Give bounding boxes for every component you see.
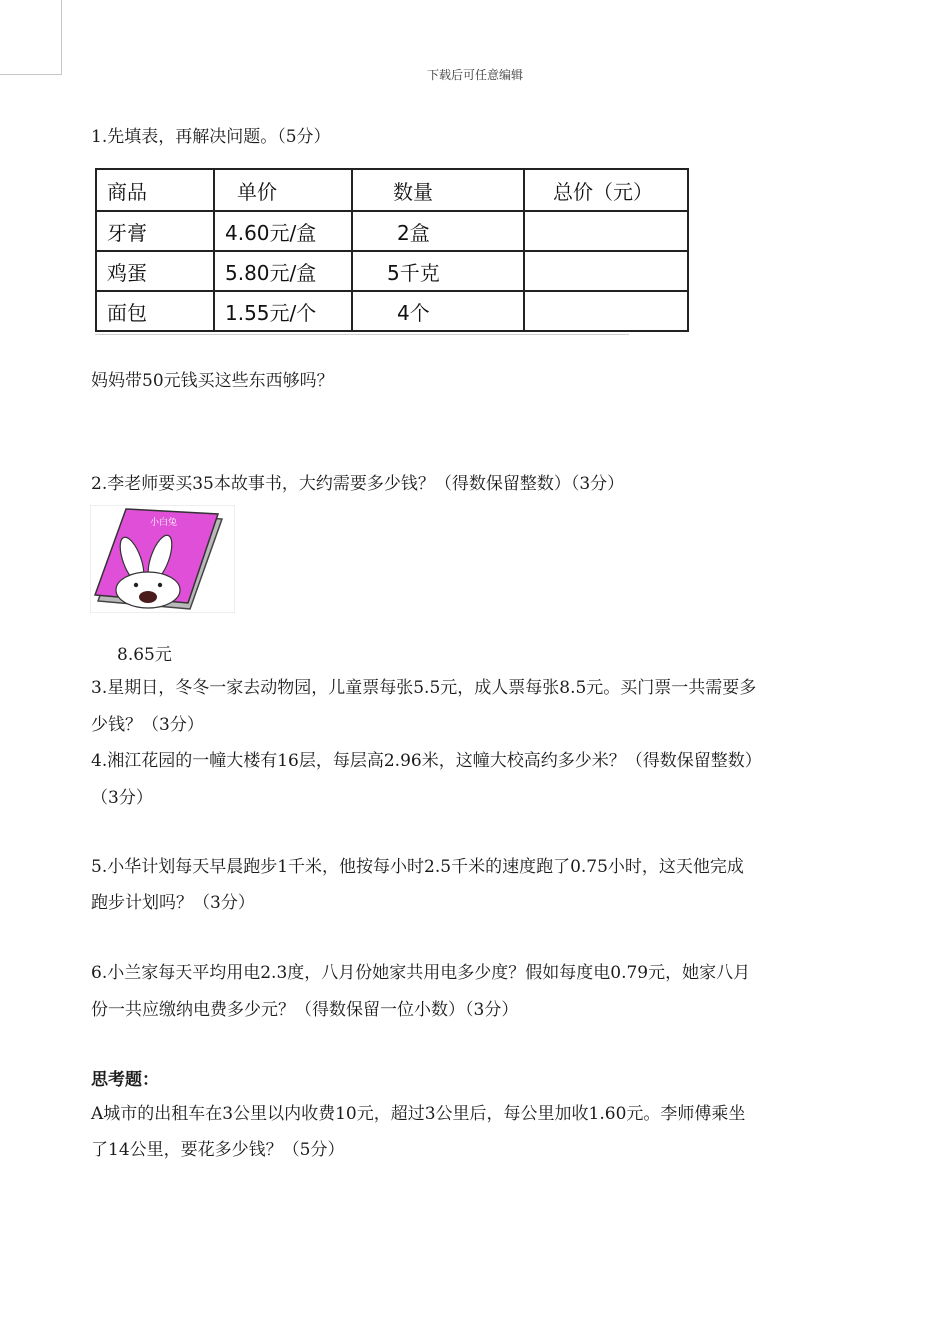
table-row [96, 291, 688, 331]
goods-table [95, 168, 689, 332]
table-cell: 5千克 [352, 251, 524, 291]
table-cell: 牙膏 [96, 211, 214, 251]
table-cell [524, 211, 688, 251]
q6-line2: 份一共应缴纳电费多少元？（得数保留一位小数）（3分） [91, 1000, 519, 1020]
q4-line2: （3分） [91, 788, 153, 808]
table-row [96, 211, 688, 251]
thinking-line1: A城市的出租车在3公里以内收费10元，超过3公里后，每公里加收1.60元。李师傅乘坐 [91, 1104, 746, 1124]
table-cell: 1.55元/个 [214, 291, 352, 331]
table-cell: 面包 [96, 291, 214, 331]
corner-crop-mark [0, 0, 62, 75]
table-cell [524, 251, 688, 291]
q5-line1: 5.小华计划每天早晨跑步1千米，他按每小时2.5千米的速度跑了0.75小时，这天他完成 [91, 857, 744, 877]
table-header-cell: 数量 [352, 169, 524, 211]
book-title: 小白兔 [150, 518, 178, 528]
q5-line2: 跑步计划吗？（3分） [91, 893, 255, 913]
table-header-row [96, 169, 688, 211]
q6-line1: 6.小兰家每天平均用电2.3度，八月份她家共用电多少度？假如每度电0.79元，她家八月 [91, 963, 751, 983]
q2-text: 2.李老师要买35本故事书，大约需要多少钱？（得数保留整数）（3分） [91, 474, 625, 494]
table-cell: 2盒 [352, 211, 524, 251]
table-cell: 4.60元/盒 [214, 211, 352, 251]
q1-question: 妈妈带50元钱买这些东西够吗？ [91, 371, 334, 391]
table-header-cell: 商品 [96, 169, 214, 211]
table-cell: 4个 [352, 291, 524, 331]
table-cell: 鸡蛋 [96, 251, 214, 291]
q4-line1: 4.湘江花园的一幢大楼有16层，每层高2.96米，这幢大校高约多少米？（得数保留整数） [91, 751, 762, 771]
storybook-illustration [90, 505, 235, 613]
q2-price: 8.65元 [117, 645, 172, 665]
q1-title: 1.先填表，再解决问题。（5分） [91, 127, 331, 147]
q3-line1: 3.星期日，冬冬一家去动物园，儿童票每张5.5元，成人票每张8.5元。买门票一共需要多 [91, 678, 757, 698]
thinking-title: 思考题： [91, 1070, 159, 1090]
q3-line2: 少钱？（3分） [91, 715, 204, 735]
table-cell: 5.80元/盒 [214, 251, 352, 291]
table-header-cell: 单价 [214, 169, 352, 211]
table-row [96, 251, 688, 291]
table-shadow [95, 334, 629, 335]
header-note: 下载后可任意编辑 [426, 68, 523, 82]
table-cell [524, 291, 688, 331]
table-header-cell: 总价（元） [524, 169, 688, 211]
thinking-line2: 了14公里，要花多少钱？（5分） [91, 1140, 345, 1160]
